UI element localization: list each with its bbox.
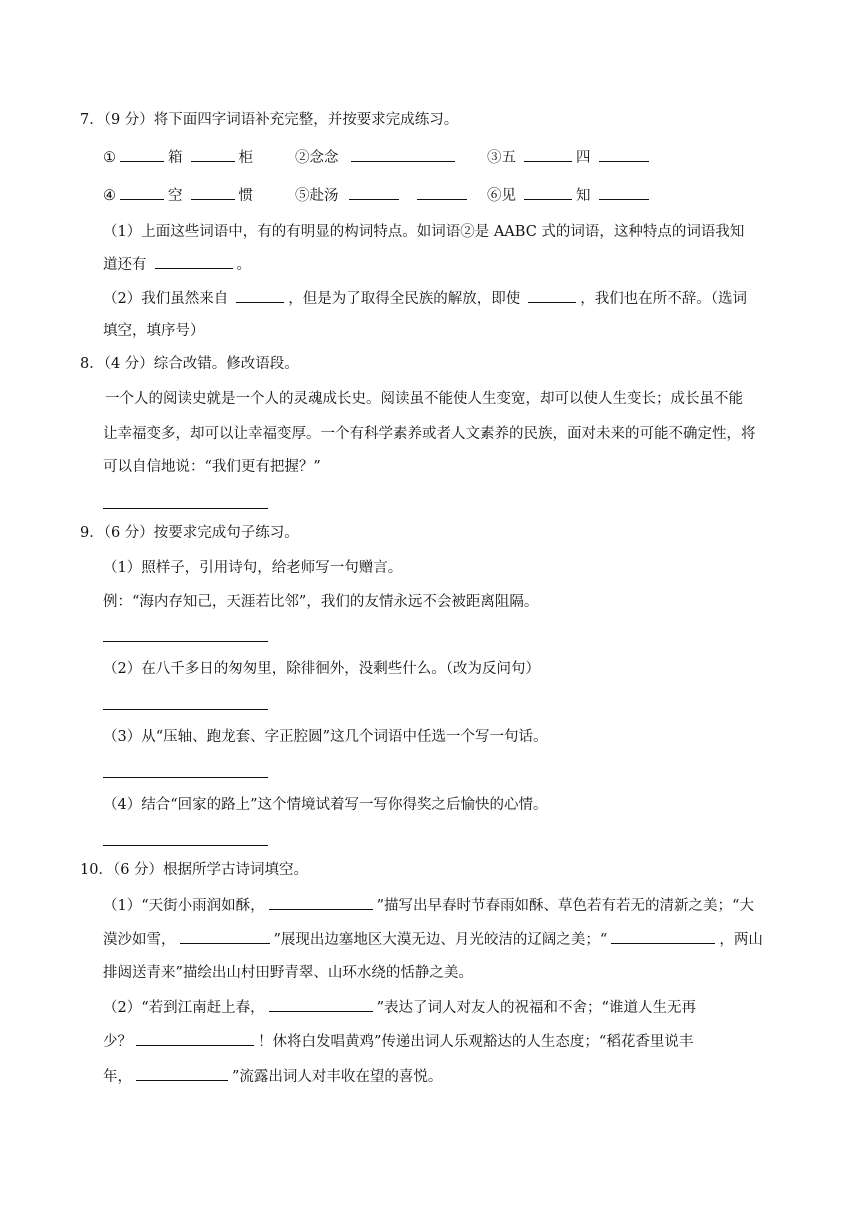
q7-item-6: [487, 185, 653, 206]
blank: [524, 147, 572, 162]
q10-line4: [103, 997, 696, 1018]
item-char: 空: [168, 188, 183, 204]
text: ，但是为了取得全民族的解放，即使: [288, 291, 521, 307]
text: 。: [236, 257, 251, 273]
item-text: ⑤赴汤: [295, 188, 339, 204]
blank: [191, 147, 235, 162]
text: （2）“若到江南赶上春，: [103, 1000, 265, 1016]
text: 年，: [103, 1069, 132, 1085]
blank: [599, 185, 649, 200]
item-text: ②念念: [295, 150, 339, 166]
blank: [191, 185, 235, 200]
item-char: 知: [576, 188, 591, 204]
blank: [136, 1031, 254, 1046]
blank: [120, 147, 164, 162]
blank: [599, 147, 649, 162]
q8-line2: 让幸福变多，却可以让幸福变厚。一个有科学素养或者人文素养的民族，面对未来的可能不确定性，将: [103, 426, 756, 442]
q7-part2-line2: 填空，填序号）: [103, 323, 205, 339]
text: 少？: [103, 1034, 132, 1050]
item-char: 四: [576, 150, 591, 166]
answer-line[interactable]: [103, 709, 268, 710]
answer-line[interactable]: [103, 508, 268, 509]
q10-line1: [103, 895, 754, 916]
q7-item-4: [103, 185, 253, 206]
q7-part1-line2: [103, 254, 251, 275]
q10-stem: 10．（6 分）根据所学古诗词填空。: [80, 862, 309, 878]
text: ，我们也在所不辞。（选词: [580, 291, 747, 307]
q9-stem: 9．（6 分）按要求完成句子练习。: [80, 525, 299, 541]
text: ”展现出边塞地区大漠无边、月光皎洁的辽阔之美；“: [273, 932, 608, 948]
q7-part2-line1: [103, 288, 747, 309]
text: ，两山: [719, 932, 763, 948]
blank: [611, 929, 715, 944]
q9-sub1: （1）照样子，引用诗句，给老师写一句赠言。: [103, 560, 403, 576]
item-number: ④: [103, 188, 116, 204]
answer-line[interactable]: [103, 845, 268, 846]
q7-item-5: [295, 185, 471, 206]
text: （1）“天街小雨润如酥，: [103, 898, 265, 914]
q7-item-2: [295, 147, 459, 168]
blank: [120, 185, 164, 200]
blank: [417, 185, 467, 200]
q8-line3: 可以自信地说：“我们更有把握？”: [103, 459, 321, 475]
q9-sub2: （2）在八千多日的匆匆里，除徘徊外，没剩些什么。（改为反问句）: [103, 661, 540, 677]
q10-line5: [103, 1031, 693, 1052]
blank: [236, 288, 284, 303]
blank: [136, 1066, 228, 1081]
item-char: 箱: [168, 150, 183, 166]
item-char: 柜: [238, 150, 253, 166]
q7-stem: 7．（9 分）将下面四字词语补充完整，并按要求完成练习。: [80, 112, 459, 128]
blank: [269, 895, 373, 910]
q7-part1-line1: （1）上面这些词语中，有的有明显的构词特点。如词语②是 AABC 式的词语，这种特点的词语我知: [103, 224, 745, 240]
blank: [349, 185, 399, 200]
blank: [351, 147, 455, 162]
blank: [180, 929, 270, 944]
answer-line[interactable]: [103, 641, 268, 642]
q10-line2: [103, 929, 763, 950]
q8-line1: 一个人的阅读史就是一个人的灵魂成长史。阅读虽不能使人生变宽，却可以使人生变长；成长虽不能: [105, 391, 743, 407]
text: ”描写出早春时节春雨如酥、草色若有若无的清新之美；“大: [376, 898, 754, 914]
q10-line6: [103, 1066, 442, 1087]
item-text: ③五: [487, 150, 516, 166]
text: ”流露出词人对丰收在望的喜悦。: [232, 1069, 443, 1085]
q9-sub4: （4）结合“回家的路上”这个情境试着写一写你得奖之后愉快的心情。: [103, 797, 548, 813]
blank: [155, 254, 233, 269]
text: ！休将白发唱黄鸡”传递出词人乐观豁达的人生态度；“稻花香里说丰: [258, 1034, 694, 1050]
text: 道还有: [103, 257, 147, 273]
q7-item-1: [103, 147, 253, 168]
item-char: 惯: [238, 188, 253, 204]
item-text: ⑥见: [487, 188, 516, 204]
answer-line[interactable]: [103, 777, 268, 778]
blank: [269, 997, 373, 1012]
q10-line3: 排闼送青来”描绘出山村田野青翠、山环水绕的恬静之美。: [103, 965, 473, 981]
q8-stem: 8．（4 分）综合改错。修改语段。: [80, 356, 299, 372]
q9-sub3: （3）从“压轴、跑龙套、字正腔圆”这几个词语中任选一个写一句话。: [103, 729, 548, 745]
text: ”表达了词人对友人的祝福和不舍；“谁道人生无再: [376, 1000, 696, 1016]
blank: [524, 185, 572, 200]
q7-item-3: [487, 147, 653, 168]
item-number: ①: [103, 150, 116, 166]
blank: [528, 288, 576, 303]
text: （2）我们虽然来自: [103, 291, 229, 307]
text: 漠沙如雪，: [103, 932, 176, 948]
q9-example: 例：“海内存知己，天涯若比邻”，我们的友情永远不会被距离阻隔。: [103, 594, 539, 610]
